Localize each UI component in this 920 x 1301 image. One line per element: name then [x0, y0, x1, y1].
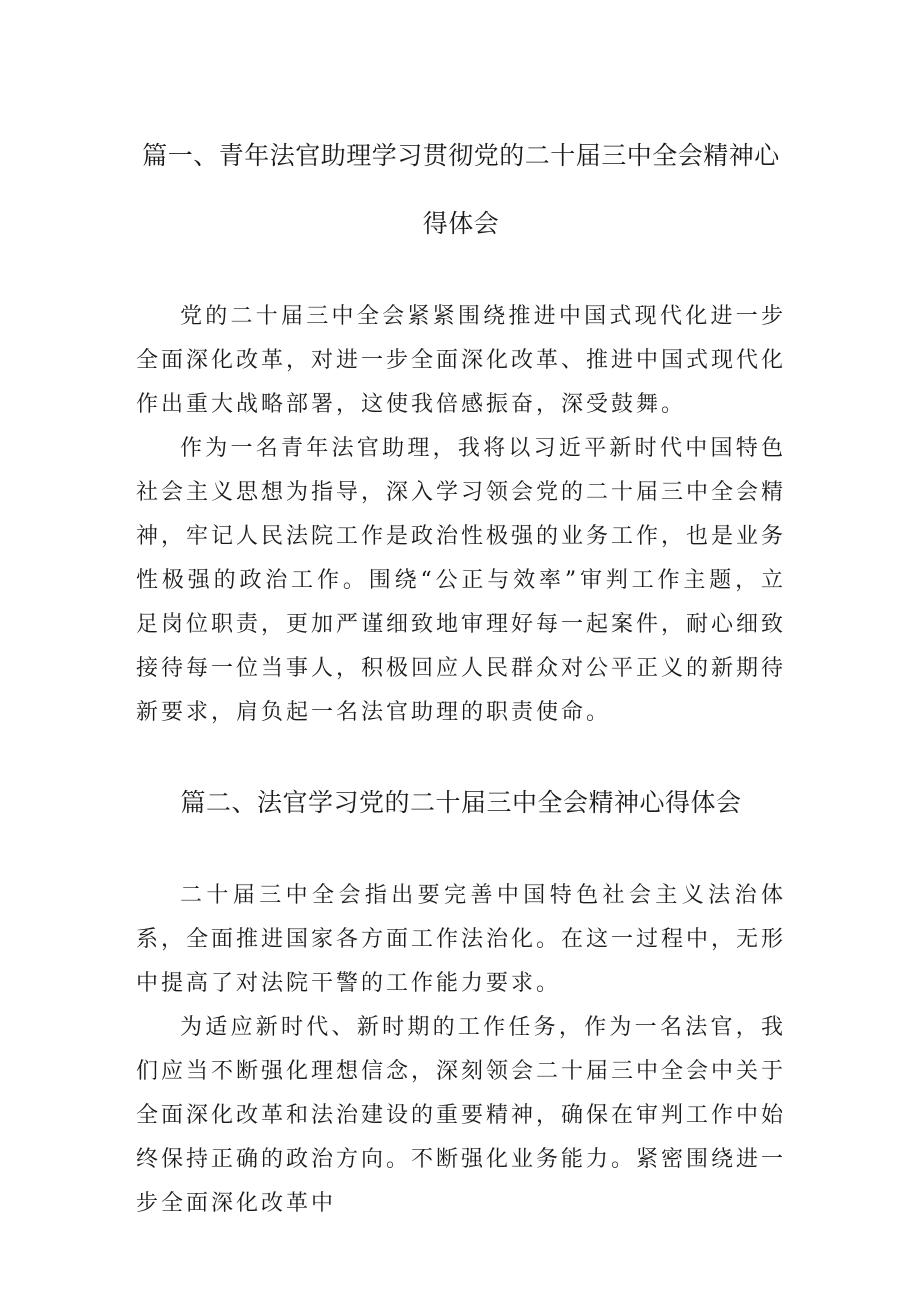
section-1-paragraph-1: 党的二十届三中全会紧紧围绕推进中国式现代化进一步全面深化改革，对进一步全面深化改革、推进中国式现代化作出重大战略部署，这使我倍感振奋，深受鼓舞。 — [136, 304, 787, 417]
section-2-paragraph-2: 为适应新时代、新时期的工作任务，作为一名法官，我们应当不断强化理想信念，深刻领会二十届三中全会中关于全面深化改革和法治建设的重要精神，确保在审判工作中始终保持正确的政治方向。不断强化业务能力。紧密围绕进一步全面深化改革中 — [136, 1015, 787, 1216]
section-2-body — [136, 874, 786, 1226]
section-2-paragraph-1: 二十届三中全会指出要完善中国特色社会主义法治体系，全面推进国家各方面工作法治化。在这一过程中，无形中提高了对法院干警的工作能力要求。 — [136, 883, 787, 996]
section-1-title: 篇一、青年法官助理学习贯彻党的二十届三中全会精神心得体会 — [142, 141, 780, 238]
section-2-title: 篇二、法官学习党的二十届三中全会精神心得体会 — [180, 788, 742, 817]
section-1-body — [136, 295, 786, 735]
section-1-paragraph-2: 作为一名青年法官助理，我将以习近平新时代中国特色社会主义思想为指导，深入学习领会党的二十届三中全会精神，牢记人民法院工作是政治性极强的业务工作，也是业务性极强的政治工作。围绕“公正与效率”审判工作主题，立足岗位职责，更加严谨细致地审理好每一起案件，耐心细致接待每一位当事人，积极回应人民群众对公平正义的新期待新要求，肩负起一名法官助理的职责使命。 — [136, 436, 787, 725]
